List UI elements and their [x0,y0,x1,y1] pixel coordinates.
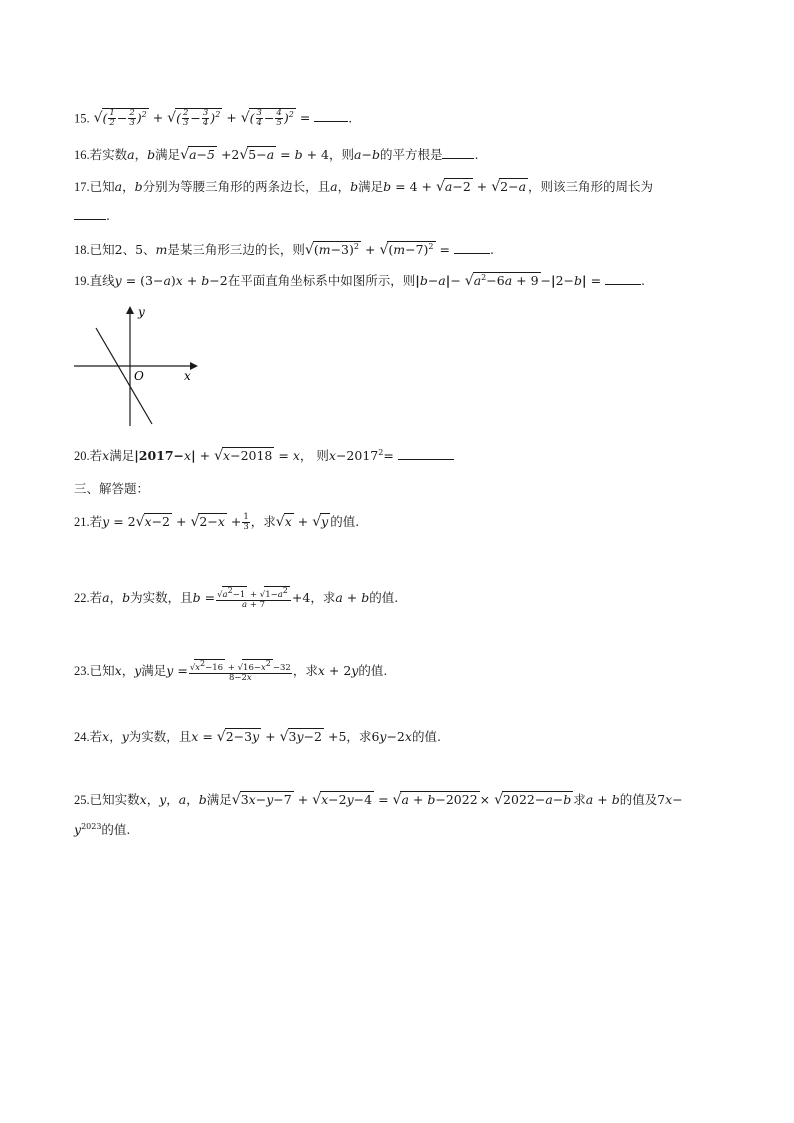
question-17-cont: . [74,208,110,223]
math-expression: √x + √y [275,514,329,530]
math-expression: y = $\frac{√x^2-16 + √16-x^2 -32}{8-2x}$ [166,659,291,684]
question-17: 17.已知a，b分别为等腰三角形的两条边长，且a，b满足b = 4 + √a−2 + √2−a ，则该三角形的周长为 [74,179,654,195]
question-16: 16.若实数a，b满足√a−5 +2√5−a = b + 4，则a−b的平方根是 . [74,147,479,163]
answer-blank[interactable] [605,284,641,285]
x-axis-arrow [190,362,198,370]
y-axis-label: y [138,305,145,319]
answer-blank[interactable] [442,158,474,159]
math-expression: x = √2−3y + √3y−2 +5 [191,729,347,745]
math-expression: $x-2017^2=$ [328,447,394,463]
math-expression: y = (3−a)x + b−2 [114,273,228,288]
question-18: 18.已知2、5、m是某三角形三边的长，则$√(m-3)^2 + √(m-7)^2$ = . [74,241,494,258]
answer-blank[interactable] [314,121,348,122]
question-23: 23.已知x，y满足y = $\frac{√x^2-16 + √16-x^2 -32}{8-2x}$ ，求x + 2y的值. [74,659,388,684]
question-19: 19.直线y = (3−a)x + b−2在平面直角坐标系中如图所示，则$|b-a|- √a^2-6a + 9 -|2-b|$ = . [74,272,646,289]
x-axis-label: x [184,369,191,383]
math-expression: √a−5 +2√5−a = b + 4 [180,147,330,163]
math-expression: |2017−x| + √x−2018 = x [134,448,300,464]
math-expression: b = 4 + √a−2 + √2−a [383,179,527,195]
section-title: 三、解答题： [74,481,150,496]
question-number: 15. [74,111,90,126]
answer-blank[interactable] [398,459,454,460]
question-22: 22.若a，b为实数，且b = $\frac{√a^2-1 + √1-a^2}{a + 7}$ +4，求a + b的值. [74,586,399,611]
answer-blank[interactable] [74,219,106,220]
math-expression: √3x−y−7 + √x−2y−4 = √a + b−2022 × √2022−a−b [231,792,572,808]
question-21: 21.若y = 2√x−2 + √2−x + $\frac{1}{3}$ ，求√x + √y 的值. [74,511,360,532]
line-graph-figure [72,304,202,430]
question-15: 15. √( $\frac{1}{2}$ − $\frac{2}{3}$ )$^2$ + √( $\frac{2}{3}$ − $\frac{3}{4}$ )$^2$ + √( $\frac{3}{4}$ − $\frac{4}{5}$ )$^2$ = . [74,108,353,129]
question-20: 20.若x满足|2017−x| + √x−2018 = x， 则$x-2017^2=$ [74,446,454,464]
question-25: 25.已知实数x，y，a，b满足√3x−y−7 + √x−2y−4 = √a + b−2022 × √2022−a−b 求a + b的值及7x− [74,792,683,808]
question-25-cont: $y^{2023}$的值. [74,821,131,837]
math-expression: √( $\frac{1}{2}$ − $\frac{2}{3}$ )$^2$ + √( $\frac{2}{3}$ − $\frac{3}{4}$ )$^2$ + √( $\frac{3}{4}$ − $\frac{4}{5}$ )$^2$ = [93,108,311,129]
math-expression: $|b-a|- √a^2-6a + 9 -|2-b|$ = [415,272,602,289]
math-expression: $√(m-3)^2 + √(m-7)^2$ = [304,241,450,258]
answer-blank[interactable] [454,253,490,254]
y-axis-arrow [126,306,134,314]
origin-label: O [134,369,144,383]
math-expression: b = $\frac{√a^2-1 + √1-a^2}{a + 7}$ +4 [192,586,311,611]
question-24: 24.若x，y为实数，且x = √2−3y + √3y−2 +5，求6y−2x的值. [74,729,441,745]
math-expression: y = 2√x−2 + √2−x + $\frac{1}{3}$ [102,511,249,532]
